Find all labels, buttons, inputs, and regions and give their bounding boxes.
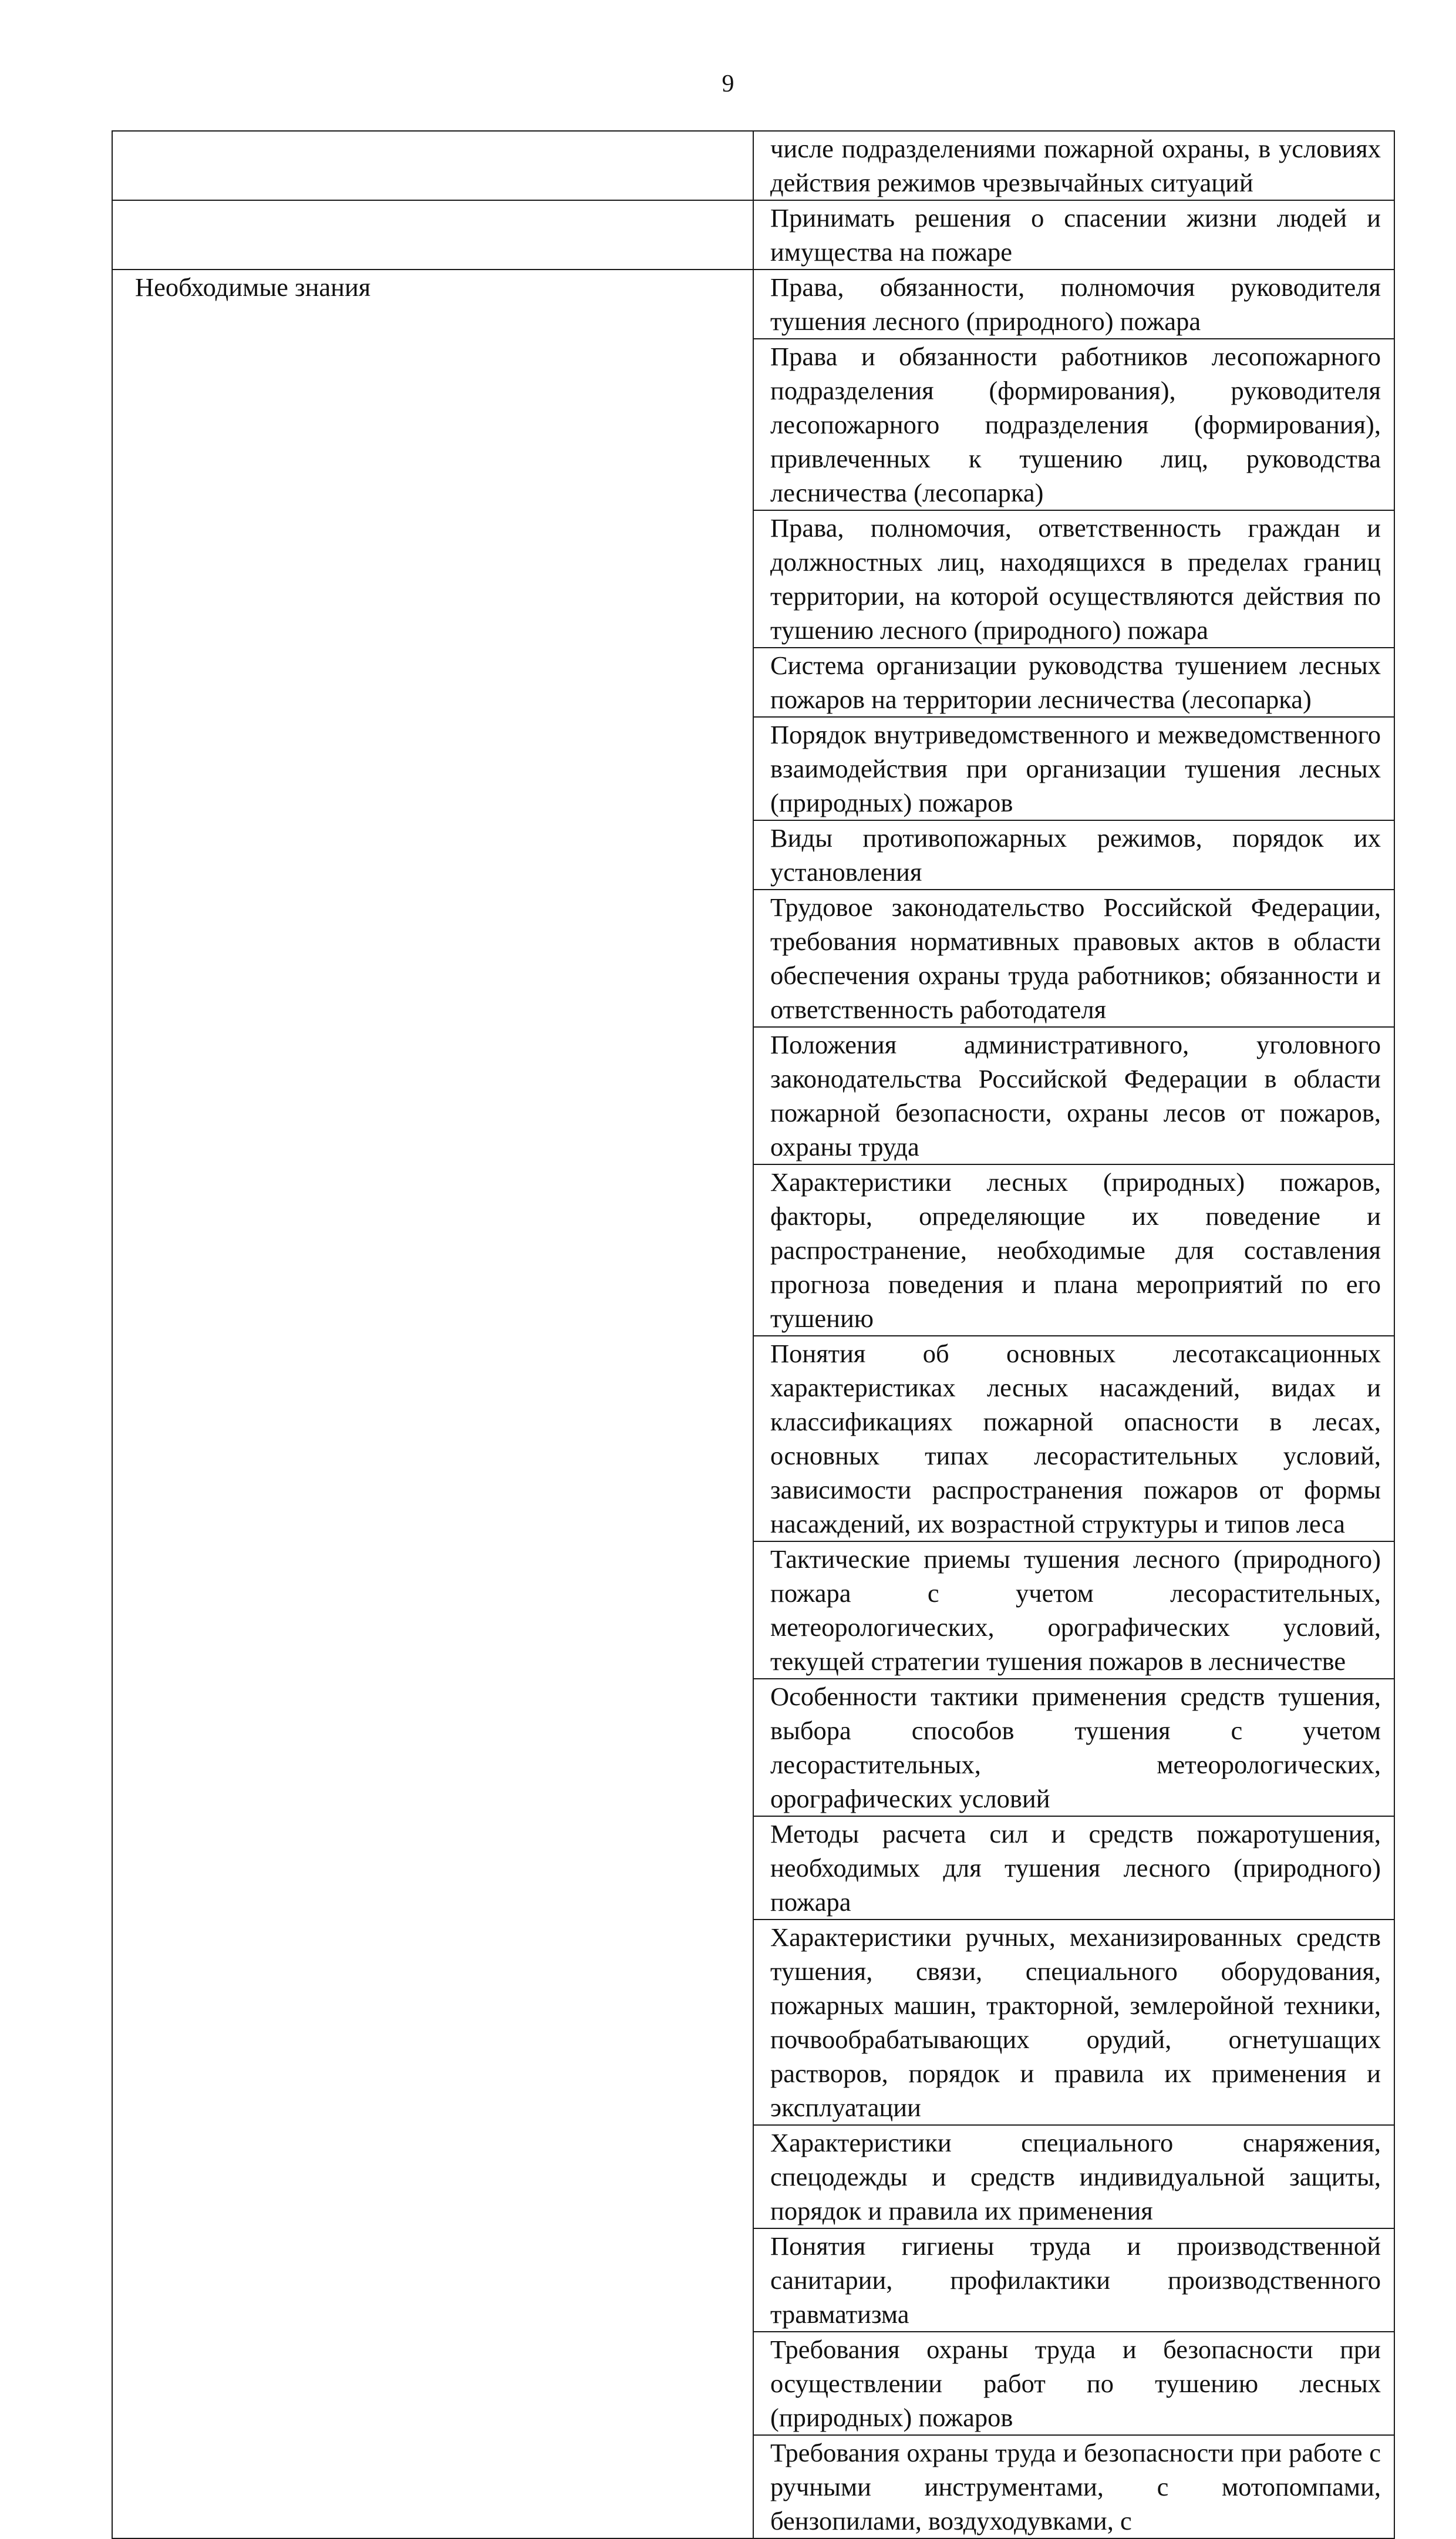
- knowledge-item: Характеристики специального снаряжения, спецодежды и средств индивидуальной защиты, порядок и правила их применения: [753, 2125, 1394, 2228]
- knowledge-item: Права и обязанности работников лесопожарного подразделения (формирования), руководителя лесопожарного подразделения (формирования), привлеченных к тушению лиц, руководства лесничества (лесопарка): [753, 339, 1394, 510]
- table-cell-label-empty: [112, 131, 753, 200]
- knowledge-item: Положения административного, уголовного законодательства Российской Федерации в области пожарной безопасности, охраны лесов от пожаров, охраны труда: [753, 1027, 1394, 1164]
- table-row: [112, 200, 1394, 270]
- knowledge-item: Методы расчета сил и средств пожаротушения, необходимых для тушения лесного (природного) пожара: [753, 1816, 1394, 1920]
- knowledge-item: Система организации руководства тушением лесных пожаров на территории лесничества (лесопарка): [753, 648, 1394, 717]
- knowledge-item: Характеристики лесных (природных) пожаров, факторы, определяющие их поведение и распространение, необходимые для составления прогноза поведения и плана мероприятий по его тушению: [753, 1164, 1394, 1336]
- knowledge-item: Порядок внутриведомственного и межведомственного взаимодействия при организации тушения лесных (природных) пожаров: [753, 717, 1394, 820]
- table-cell-label-empty: [112, 200, 753, 270]
- knowledge-item: Требования охраны труда и безопасности при работе с ручными инструментами, с мотопомпами, бензопилами, воздуходувками, с: [753, 2435, 1394, 2538]
- knowledge-section-label: Необходимые знания: [112, 270, 753, 2538]
- table-cell-item: числе подразделениями пожарной охраны, в условиях действия режимов чрезвычайных ситуаций: [753, 131, 1394, 200]
- knowledge-item: Характеристики ручных, механизированных средств тушения, связи, специального оборудования, пожарных машин, тракторной, землеройной техники, почвообрабатывающих орудий, огнетушащих растворов, порядок и правила их применения и эксплуатации: [753, 1920, 1394, 2125]
- knowledge-item: Тактические приемы тушения лесного (природного) пожара с учетом лесорастительных, метеорологических, орографических условий, текущей стратегии тушения пожаров в лесничестве: [753, 1541, 1394, 1679]
- competency-table: [112, 130, 1395, 2539]
- knowledge-item: Особенности тактики применения средств тушения, выбора способов тушения с учетом лесорастительных, метеорологических, орографических условий: [753, 1679, 1394, 1816]
- table-row: [112, 270, 1394, 339]
- knowledge-item: Виды противопожарных режимов, порядок их установления: [753, 820, 1394, 890]
- knowledge-item: Права, полномочия, ответственность граждан и должностных лиц, находящихся в пределах границ территории, на которой осуществляются действия по тушению лесного (природного) пожара: [753, 510, 1394, 648]
- knowledge-item: Трудовое законодательство Российской Федерации, требования нормативных правовых актов в области обеспечения охраны труда работников; обязанности и ответственность работодателя: [753, 890, 1394, 1027]
- page-number: 9: [722, 70, 734, 97]
- knowledge-item: Понятия гигиены труда и производственной санитарии, профилактики производственного травматизма: [753, 2228, 1394, 2332]
- knowledge-item: Понятия об основных лесотаксационных характеристиках лесных насаждений, видах и классификациях пожарной опасности в лесах, основных типах лесорастительных условий, зависимости распространения пожаров от формы насаждений, их возрастной структуры и типов леса: [753, 1336, 1394, 1541]
- knowledge-item: Требования охраны труда и безопасности при осуществлении работ по тушению лесных (природных) пожаров: [753, 2332, 1394, 2435]
- table-cell-item: Принимать решения о спасении жизни людей и имущества на пожаре: [753, 200, 1394, 270]
- table-row: [112, 131, 1394, 200]
- knowledge-item: Права, обязанности, полномочия руководителя тушения лесного (природного) пожара: [753, 270, 1394, 339]
